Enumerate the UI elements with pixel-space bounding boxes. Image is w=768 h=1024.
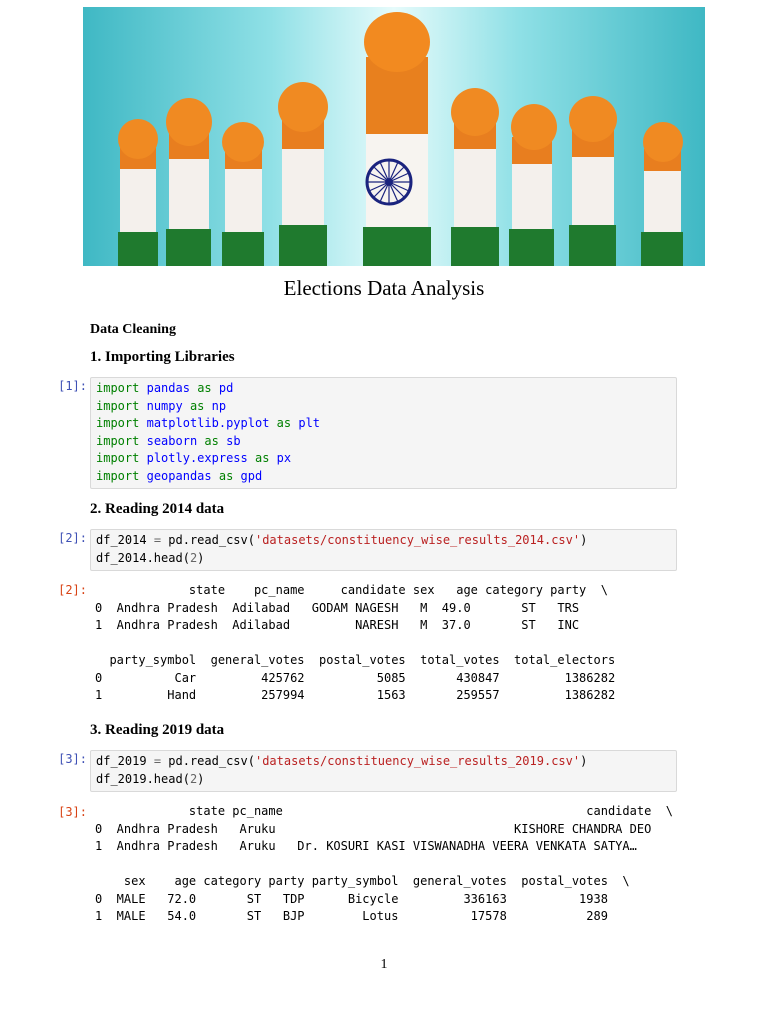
code-call: pd.read_csv( — [168, 533, 255, 547]
keyword-import: import — [96, 468, 140, 483]
code-line — [96, 468, 671, 486]
section-reading-2019: 3. Reading 2019 data — [90, 722, 225, 738]
module-name: matplotlib.pyplot — [146, 416, 270, 430]
page-number: 1 — [380, 957, 388, 972]
module-name: numpy — [146, 398, 183, 413]
code-head-var: df_2019 — [96, 771, 147, 786]
keyword-as: as — [197, 381, 212, 395]
keyword-as: as — [254, 451, 270, 465]
code-line — [96, 433, 671, 451]
code-path-string: 'datasets/constituency_wise_results_2019.csv' — [254, 754, 581, 768]
module-alias: plt — [298, 416, 321, 430]
module-alias: px — [276, 451, 292, 465]
document-title: Elections Data Analysis — [283, 276, 485, 300]
banner-image — [83, 7, 705, 266]
cell-3-in-prompt: [3]: — [58, 752, 87, 766]
cell-1-in-prompt: [1]: — [58, 379, 87, 393]
code-cell-1[interactable] — [90, 377, 677, 489]
code-line — [96, 415, 671, 433]
code-var: df_2019 — [96, 754, 147, 768]
keyword-import: import — [96, 416, 140, 430]
cell-2-out-prompt: [2]: — [58, 583, 87, 597]
module-name: geopandas — [146, 468, 212, 483]
section-importing-libraries: 1. Importing Libraries — [90, 349, 235, 365]
code-line — [96, 380, 671, 398]
keyword-import: import — [96, 433, 140, 448]
code-cell-2[interactable]: df_2014 = pd.read_csv('datasets/constituency_wise_results_2014.csv') df_2014.head(2) — [90, 529, 677, 571]
keyword-as: as — [218, 468, 234, 483]
code-path-string: 'datasets/constituency_wise_results_2014.csv' — [254, 533, 581, 547]
code-head-num: 2 — [189, 771, 198, 786]
module-alias: np — [211, 398, 227, 413]
code-call: pd.read_csv( — [168, 754, 255, 768]
raised-fists-flag-image — [83, 7, 705, 266]
keyword-as: as — [189, 398, 205, 413]
code-head-var: df_2014 — [96, 550, 147, 565]
code-var: df_2014 — [96, 533, 147, 547]
keyword-as: as — [276, 416, 292, 430]
keyword-as: as — [204, 433, 219, 448]
cell-3-output-table: state pc_name candidate \ 0 Andhra Pradesh Aruku KISHORE CHANDRA DEO 1 Andhra Pradesh Aruku Dr. KOSURI KASI VISWANADHA VEERA VENKATA SATYA… sex age category party party_symbol general_votes postal_votes \ 0 MALE 72.0 ST TDP Bicycle 336163 1938 1 MALE 54.0 ST BJP Lotus 17578 289 — [95, 804, 673, 923]
keyword-import: import — [96, 398, 140, 413]
code-head-num: 2 — [189, 550, 198, 565]
cell-2-in-prompt: [2]: — [58, 531, 87, 545]
code-cell-3[interactable]: df_2019 = pd.read_csv('datasets/constituency_wise_results_2019.csv') df_2019.head(2) — [90, 750, 677, 792]
code-line — [96, 450, 671, 468]
section-reading-2014: 2. Reading 2014 data — [90, 501, 225, 517]
module-name: seaborn — [146, 433, 198, 448]
module-alias: gpd — [240, 468, 263, 483]
module-alias: sb — [226, 433, 241, 448]
module-alias: pd — [218, 381, 234, 395]
keyword-import: import — [96, 451, 140, 465]
section-data-cleaning: Data Cleaning — [90, 322, 176, 337]
keyword-import: import — [96, 381, 140, 395]
module-name: pandas — [146, 381, 190, 395]
module-name: plotly.express — [146, 451, 248, 465]
cell-3-out-prompt: [3]: — [58, 805, 87, 819]
code-line — [96, 398, 671, 416]
cell-2-output-table: state pc_name candidate sex age category party \ 0 Andhra Pradesh Adilabad GODAM NAGESH M 49.0 ST TRS 1 Andhra Pradesh Adilabad NARESH M 37.0 ST INC party_symbol general_votes postal_votes total_votes total_electors 0 Car 425762 5085 430847 1386282 1 Hand 257994 1563 259557 1386282 — [95, 583, 616, 702]
